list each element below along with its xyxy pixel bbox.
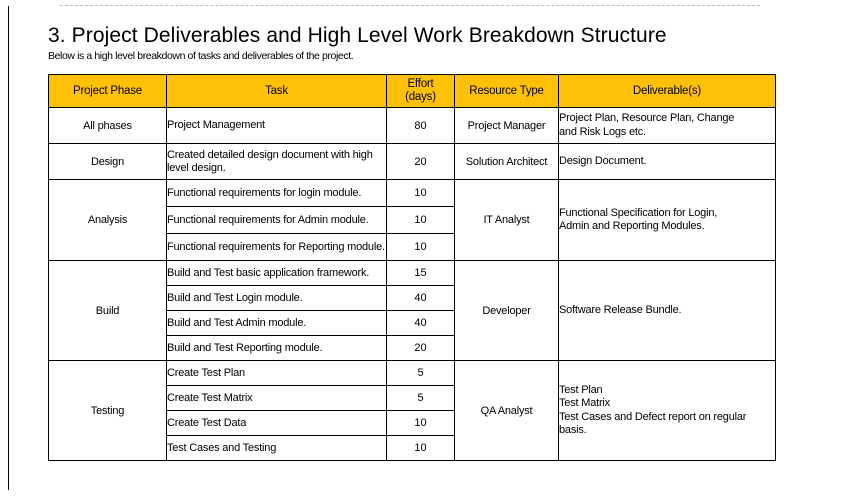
cell-task: Functional requirements for Admin module. bbox=[167, 207, 387, 234]
column-header-deliverables: Deliverable(s) bbox=[559, 75, 776, 108]
cell-effort-days: 40 bbox=[387, 311, 455, 336]
cell-effort-days: 10 bbox=[387, 436, 455, 461]
column-header-effort bbox=[387, 75, 455, 108]
cell-project-phase: All phases bbox=[49, 108, 167, 144]
table-header bbox=[49, 75, 776, 108]
deliverable-line: Functional Specification for Login, bbox=[559, 206, 718, 219]
cell-project-phase: Build bbox=[49, 261, 167, 361]
cell-task: Project Management bbox=[167, 108, 387, 144]
cell-deliverables bbox=[559, 108, 776, 144]
column-header-resource-type: Resource Type bbox=[455, 75, 559, 108]
cell-task: Build and Test basic application framework. bbox=[167, 261, 387, 286]
column-header-task: Task bbox=[167, 75, 387, 108]
cell-task: Build and Test Login module. bbox=[167, 286, 387, 311]
cell-resource-type: Project Manager bbox=[455, 108, 559, 144]
cell-effort-days: 15 bbox=[387, 261, 455, 286]
deliverable-line: Admin and Reporting Modules. bbox=[559, 220, 705, 232]
page-left-margin-rule bbox=[8, 6, 9, 490]
cell-task: Build and Test Reporting module. bbox=[167, 336, 387, 361]
column-header-effort-line2: (days) bbox=[405, 91, 436, 103]
cell-effort-days: 40 bbox=[387, 286, 455, 311]
deliverable-line: Test Matrix bbox=[559, 397, 610, 409]
deliverable-line: basis. bbox=[559, 424, 587, 436]
cell-effort-days: 80 bbox=[387, 108, 455, 144]
column-header-project-phase: Project Phase bbox=[49, 75, 167, 108]
deliverable-line: Test Cases and Defect report on regular bbox=[559, 410, 747, 423]
cell-effort-days: 5 bbox=[387, 361, 455, 386]
table-row bbox=[49, 361, 776, 386]
cell-resource-type: Developer bbox=[455, 261, 559, 361]
cell-task: Create Test Data bbox=[167, 411, 387, 436]
page-top-margin-guide bbox=[60, 5, 760, 6]
cell-resource-type: Solution Architect bbox=[455, 144, 559, 180]
cell-task: Test Cases and Testing bbox=[167, 436, 387, 461]
cell-deliverables bbox=[559, 261, 776, 361]
cell-task: Build and Test Admin module. bbox=[167, 311, 387, 336]
document-content bbox=[48, 24, 788, 461]
deliverable-line: Software Release Bundle. bbox=[559, 303, 682, 316]
deliverable-line: Project Plan, Resource Plan, Change bbox=[559, 112, 735, 124]
cell-effort-days: 10 bbox=[387, 234, 455, 261]
cell-resource-type: IT Analyst bbox=[455, 180, 559, 261]
cell-effort-days: 10 bbox=[387, 411, 455, 436]
deliverable-line: and Risk Logs etc. bbox=[559, 125, 646, 138]
cell-task: Functional requirements for Reporting module. bbox=[167, 234, 387, 261]
cell-task: Functional requirements for login module. bbox=[167, 180, 387, 207]
cell-effort-days: 10 bbox=[387, 180, 455, 207]
table-header-row bbox=[49, 75, 776, 108]
cell-deliverables bbox=[559, 180, 776, 261]
cell-effort-days: 20 bbox=[387, 336, 455, 361]
cell-task: Created detailed design document with high level design. bbox=[167, 144, 387, 180]
cell-deliverables bbox=[559, 361, 776, 461]
page-subtitle: Below is a high level breakdown of tasks and deliverables of the project. bbox=[48, 50, 354, 62]
table-row bbox=[49, 180, 776, 207]
deliverable-line: Test Plan bbox=[559, 383, 603, 396]
cell-task: Create Test Plan bbox=[167, 361, 387, 386]
column-header-effort-line1: Effort bbox=[407, 78, 434, 90]
cell-effort-days: 10 bbox=[387, 207, 455, 234]
cell-project-phase: Testing bbox=[49, 361, 167, 461]
cell-deliverables bbox=[559, 144, 776, 180]
table-row bbox=[49, 261, 776, 286]
cell-effort-days: 20 bbox=[387, 144, 455, 180]
work-breakdown-structure-table bbox=[48, 74, 776, 461]
cell-effort-days: 5 bbox=[387, 386, 455, 411]
page-title: 3. Project Deliverables and High Level Work Breakdown Structure bbox=[48, 24, 667, 47]
cell-project-phase: Analysis bbox=[49, 180, 167, 261]
cell-task: Create Test Matrix bbox=[167, 386, 387, 411]
cell-resource-type: QA Analyst bbox=[455, 361, 559, 461]
table-row bbox=[49, 144, 776, 180]
table-body bbox=[49, 108, 776, 461]
cell-project-phase: Design bbox=[49, 144, 167, 180]
table-row bbox=[49, 108, 776, 144]
deliverable-line: Design Document. bbox=[559, 154, 647, 167]
